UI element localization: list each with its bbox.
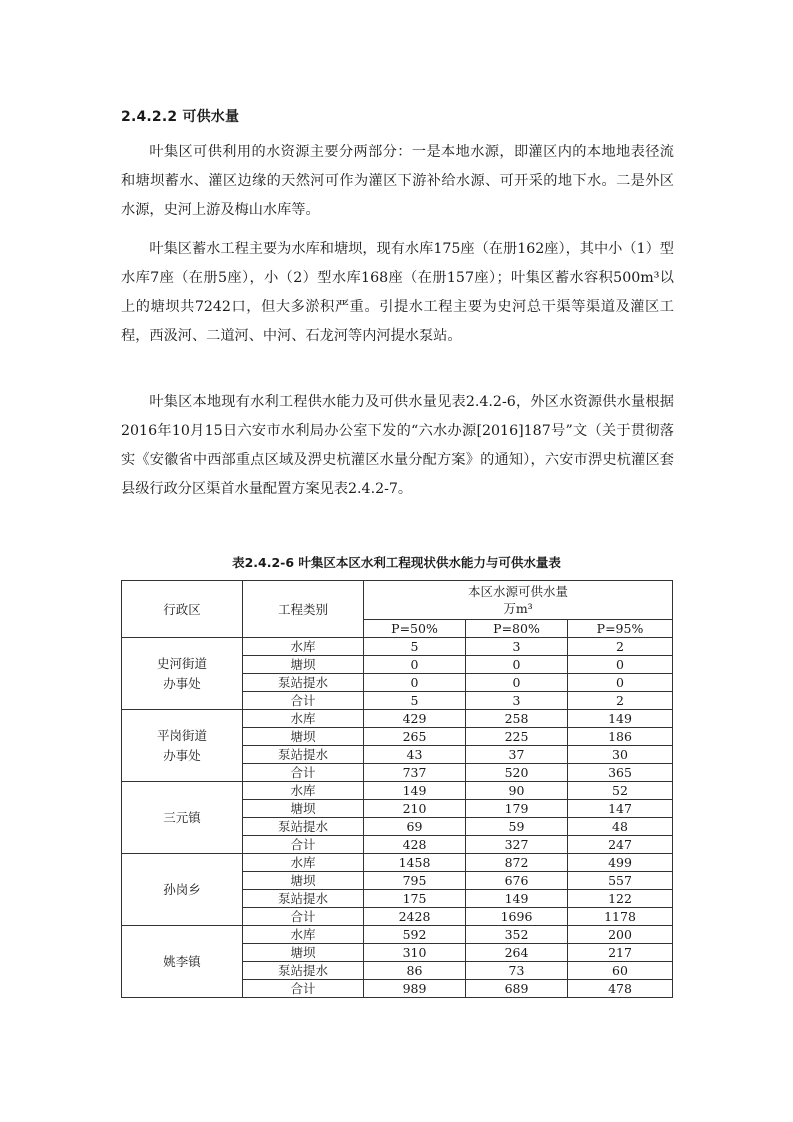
header-supply-title: 本区水源可供水量 xyxy=(467,584,568,599)
value-cell: 0 xyxy=(568,674,673,692)
value-cell: 478 xyxy=(568,980,673,998)
value-cell: 592 xyxy=(364,926,466,944)
value-cell: 186 xyxy=(568,728,673,746)
supply-capacity-table xyxy=(121,580,673,998)
region-cell: 姚李镇 xyxy=(122,926,243,998)
type-cell: 泵站提水 xyxy=(243,746,364,764)
value-cell: 428 xyxy=(364,836,466,854)
value-cell: 5 xyxy=(364,638,466,656)
type-cell: 泵站提水 xyxy=(243,674,364,692)
region-cell: 三元镇 xyxy=(122,782,243,854)
value-cell: 149 xyxy=(466,890,568,908)
value-cell: 2 xyxy=(568,692,673,710)
type-cell: 合计 xyxy=(243,764,364,782)
region-cell: 史河街道 办事处 xyxy=(122,638,243,710)
value-cell: 0 xyxy=(466,656,568,674)
value-cell: 2 xyxy=(568,638,673,656)
type-cell: 泵站提水 xyxy=(243,818,364,836)
value-cell: 5 xyxy=(364,692,466,710)
value-cell: 352 xyxy=(466,926,568,944)
table-caption: 表2.4.2-6 叶集区本区水利工程现状供水能力与可供水量表 xyxy=(232,555,561,570)
paragraph-storage-projects: 叶集区蓄水工程主要为水库和塘坝，现有水库175座（在册162座），其中小（1）型水库7座（在册5座），小（2）型水库168座（在册157座）；叶集区蓄水容积500m³以上的塘坝共7242口，但大多淤积严重。引提水工程主要为史河总干渠等渠道及灌区工程，西汲河、二道河、中河、石龙河等内河提水泵站。 xyxy=(121,241,674,344)
section-title: 可供水量 xyxy=(182,109,240,125)
type-cell: 塘坝 xyxy=(243,656,364,674)
type-cell: 水库 xyxy=(243,710,364,728)
type-cell: 水库 xyxy=(243,782,364,800)
type-cell: 合计 xyxy=(243,980,364,998)
value-cell: 30 xyxy=(568,746,673,764)
value-cell: 73 xyxy=(466,962,568,980)
header-supply-unit: 万m³ xyxy=(503,601,533,616)
value-cell: 147 xyxy=(568,800,673,818)
header-p80: P=80% xyxy=(466,620,568,638)
value-cell: 327 xyxy=(466,836,568,854)
table-row xyxy=(122,782,673,800)
value-cell: 1458 xyxy=(364,854,466,872)
value-cell: 0 xyxy=(364,656,466,674)
value-cell: 1178 xyxy=(568,908,673,926)
value-cell: 225 xyxy=(466,728,568,746)
value-cell: 149 xyxy=(568,710,673,728)
type-cell: 水库 xyxy=(243,926,364,944)
value-cell: 429 xyxy=(364,710,466,728)
value-cell: 90 xyxy=(466,782,568,800)
type-cell: 塘坝 xyxy=(243,872,364,890)
value-cell: 122 xyxy=(568,890,673,908)
value-cell: 520 xyxy=(466,764,568,782)
table-row xyxy=(122,710,673,728)
type-cell: 合计 xyxy=(243,836,364,854)
value-cell: 217 xyxy=(568,944,673,962)
value-cell: 69 xyxy=(364,818,466,836)
value-cell: 3 xyxy=(466,692,568,710)
value-cell: 60 xyxy=(568,962,673,980)
header-p95: P=95% xyxy=(568,620,673,638)
value-cell: 676 xyxy=(466,872,568,890)
type-cell: 水库 xyxy=(243,854,364,872)
type-cell: 塘坝 xyxy=(243,800,364,818)
value-cell: 0 xyxy=(466,674,568,692)
value-cell: 265 xyxy=(364,728,466,746)
value-cell: 1696 xyxy=(466,908,568,926)
header-region: 行政区 xyxy=(122,581,243,638)
header-p50: P=50% xyxy=(364,620,466,638)
type-cell: 泵站提水 xyxy=(243,962,364,980)
value-cell: 0 xyxy=(568,656,673,674)
value-cell: 258 xyxy=(466,710,568,728)
type-cell: 塘坝 xyxy=(243,728,364,746)
value-cell: 175 xyxy=(364,890,466,908)
type-cell: 水库 xyxy=(243,638,364,656)
table-row xyxy=(122,926,673,944)
value-cell: 365 xyxy=(568,764,673,782)
paragraph-water-sources: 叶集区可供利用的水资源主要分两部分：一是本地水源，即灌区内的本地地表径流和塘坝蓄水、灌区边缘的天然河可作为灌区下游补给水源、可开采的地下水。二是外区水源，史河上游及梅山水库等。 xyxy=(121,144,674,218)
value-cell: 557 xyxy=(568,872,673,890)
value-cell: 0 xyxy=(364,674,466,692)
value-cell: 37 xyxy=(466,746,568,764)
value-cell: 86 xyxy=(364,962,466,980)
table-row xyxy=(122,638,673,656)
header-project-type: 工程类别 xyxy=(243,581,364,638)
section-heading xyxy=(121,106,239,126)
table-row xyxy=(122,854,673,872)
region-cell: 孙岗乡 xyxy=(122,854,243,926)
header-supply-group xyxy=(364,581,673,620)
value-cell: 48 xyxy=(568,818,673,836)
value-cell: 149 xyxy=(364,782,466,800)
paragraph-supply-reference: 叶集区本地现有水利工程供水能力及可供水量见表2.4.2-6，外区水资源供水量根据2016年10月15日六安市水利局办公室下发的“六水办源[2016]187号”文（关于贯彻落实《安徽省中西部重点区域及淠史杭灌区水量分配方案》的通知），六安市淠史杭灌区套县级行政分区渠首水量配置方案见表2.4.2-7。 xyxy=(121,394,674,497)
value-cell: 737 xyxy=(364,764,466,782)
value-cell: 264 xyxy=(466,944,568,962)
value-cell: 210 xyxy=(364,800,466,818)
value-cell: 499 xyxy=(568,854,673,872)
value-cell: 247 xyxy=(568,836,673,854)
type-cell: 塘坝 xyxy=(243,944,364,962)
value-cell: 795 xyxy=(364,872,466,890)
value-cell: 310 xyxy=(364,944,466,962)
value-cell: 872 xyxy=(466,854,568,872)
value-cell: 989 xyxy=(364,980,466,998)
type-cell: 合计 xyxy=(243,908,364,926)
value-cell: 200 xyxy=(568,926,673,944)
value-cell: 52 xyxy=(568,782,673,800)
value-cell: 3 xyxy=(466,638,568,656)
type-cell: 合计 xyxy=(243,692,364,710)
type-cell: 泵站提水 xyxy=(243,890,364,908)
value-cell: 2428 xyxy=(364,908,466,926)
section-number: 2.4.2.2 xyxy=(121,109,178,125)
value-cell: 59 xyxy=(466,818,568,836)
value-cell: 689 xyxy=(466,980,568,998)
value-cell: 179 xyxy=(466,800,568,818)
region-cell: 平岗街道 办事处 xyxy=(122,710,243,782)
value-cell: 43 xyxy=(364,746,466,764)
